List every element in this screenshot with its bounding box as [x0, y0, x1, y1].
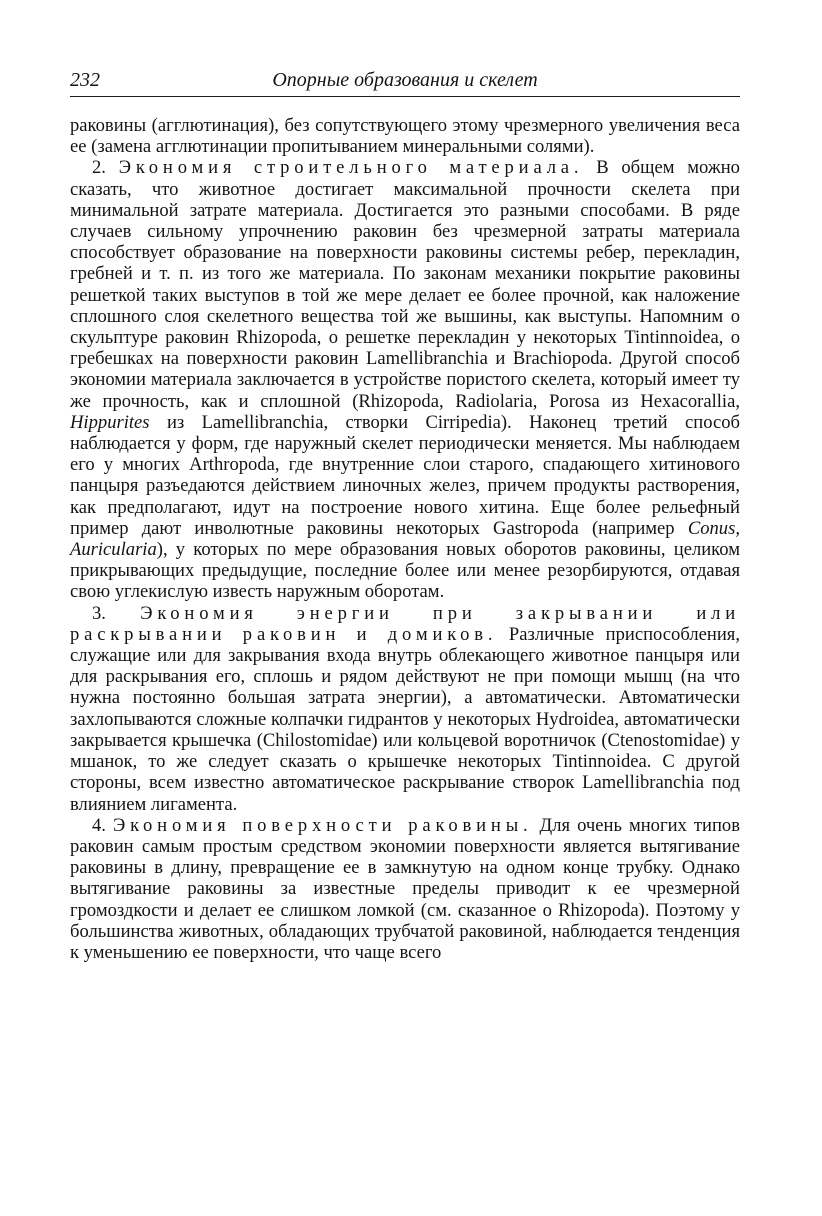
paragraph-surface-economy	[70, 815, 740, 963]
section-heading: Экономия энергии при закрывании или раскрывании раковин и домиков.	[70, 602, 741, 645]
section-heading: Экономия поверхности раковины.	[112, 814, 533, 836]
paragraph-text: В общем можно сказать, что животное достигает максимальной прочности скелета при минимальной затрате материала. Достигается это разными способами. В ряде случаев сильному упрочнению раковин без чрезмерной затраты материала способствует образование на поверхности раковины системы ребер, перекладин, гребней и т. п. из того же материала. По законам механики покрытие раковины решеткой таких выступов в той же мере делает ее более прочной, как наложение сплошного слоя скелетного вещества той же вышины, как выступы. Напомним о скульптуре раковин Rhizopoda, о решетке перекладин у некоторых Tintinnoidea, о гребешках на поверхности раковин Lamellibranchia и Brachiopoda. Другой способ экономии материала заключается в устройстве пористого скелета, который имеет ту же прочность, как и сплошной (Rhizopoda, Radiolaria, Porosa из Hexacorallia,	[70, 157, 740, 412]
page-header	[70, 66, 740, 94]
paragraph-text-continued: из Lamellibranchia, створки Cirripedia). Наконец третий способ наблюдается у форм, где наружный скелет периодически меняется. Мы наблюдаем его у многих Arthropoda, где внутренние слои старого, спадающего хитинового панцыря разъедаются действием линочных желез, причем продукты растворения, как предполагают, идут на построение нового хитина. Еще более рельефный пример дают инволютные раковины некоторых Gastropoda (например	[70, 411, 740, 539]
italic-taxa: Conus, Auricularia	[70, 517, 740, 561]
body-text	[70, 115, 740, 963]
paragraph-text-end: ), у которых по мере образования новых оборотов раковины, целиком прикрывающих предыдущие, последние более или менее резорбируются, отдавая свою углекислую известь наружным оборотам.	[70, 539, 740, 603]
paragraph-text: Для очень многих типов раковин самым простым средством экономии поверхности является вытягивание раковины в длину, превращение ее в замкнутую на одном конце трубку. Однако вытягивание раковины за известные пределы приводит к ее чрезмерной громоздкости и делает ее слишком ломкой (см. сказанное о Rhizopoda). Поэтому у большинства животных, обладающих трубчатой раковиной, наблюдается тенденция к уменьшению ее поверхности, что чаще всего	[70, 814, 740, 963]
section-heading: Экономия строительного материала.	[118, 157, 584, 179]
paragraph-continuation	[70, 115, 740, 157]
section-number: 2.	[92, 157, 106, 179]
paragraph-text: раковины (агглютинация), без сопутствующего этому чрезмерного увеличения веса ее (замена агглютинации пропитыванием минеральными солями).	[70, 115, 740, 158]
section-number: 4.	[92, 814, 106, 836]
italic-taxon: Hippurites	[70, 411, 150, 433]
page-number: 232	[70, 69, 100, 91]
running-title: Опорные образования и скелет	[272, 69, 538, 91]
book-page	[70, 66, 740, 963]
paragraph-energy-economy	[70, 603, 740, 815]
section-number: 3.	[92, 602, 106, 624]
header-rule	[70, 96, 740, 97]
paragraph-material-economy	[70, 157, 740, 602]
paragraph-text: Различные приспособления, служащие или для закрывания входа внутрь облекающего животное панцыря или для раскрывания его, сплошь и рядом действуют не при помощи мышц (на что нужна постоянно большая затрата энергии), а автоматически. Автоматически захлопываются сложные колпачки гидрантов у некоторых Hydroidea, автоматически закрывается крышечка (Chilostomidae) или кольцевой воротничок (Ctenostomidae) у мшанок, то же следует сказать о крышечке некоторых Tintinnoidea. С другой стороны, всем известно автоматическое раскрывание створок Lamellibranchia под влиянием лигамента.	[70, 623, 740, 815]
